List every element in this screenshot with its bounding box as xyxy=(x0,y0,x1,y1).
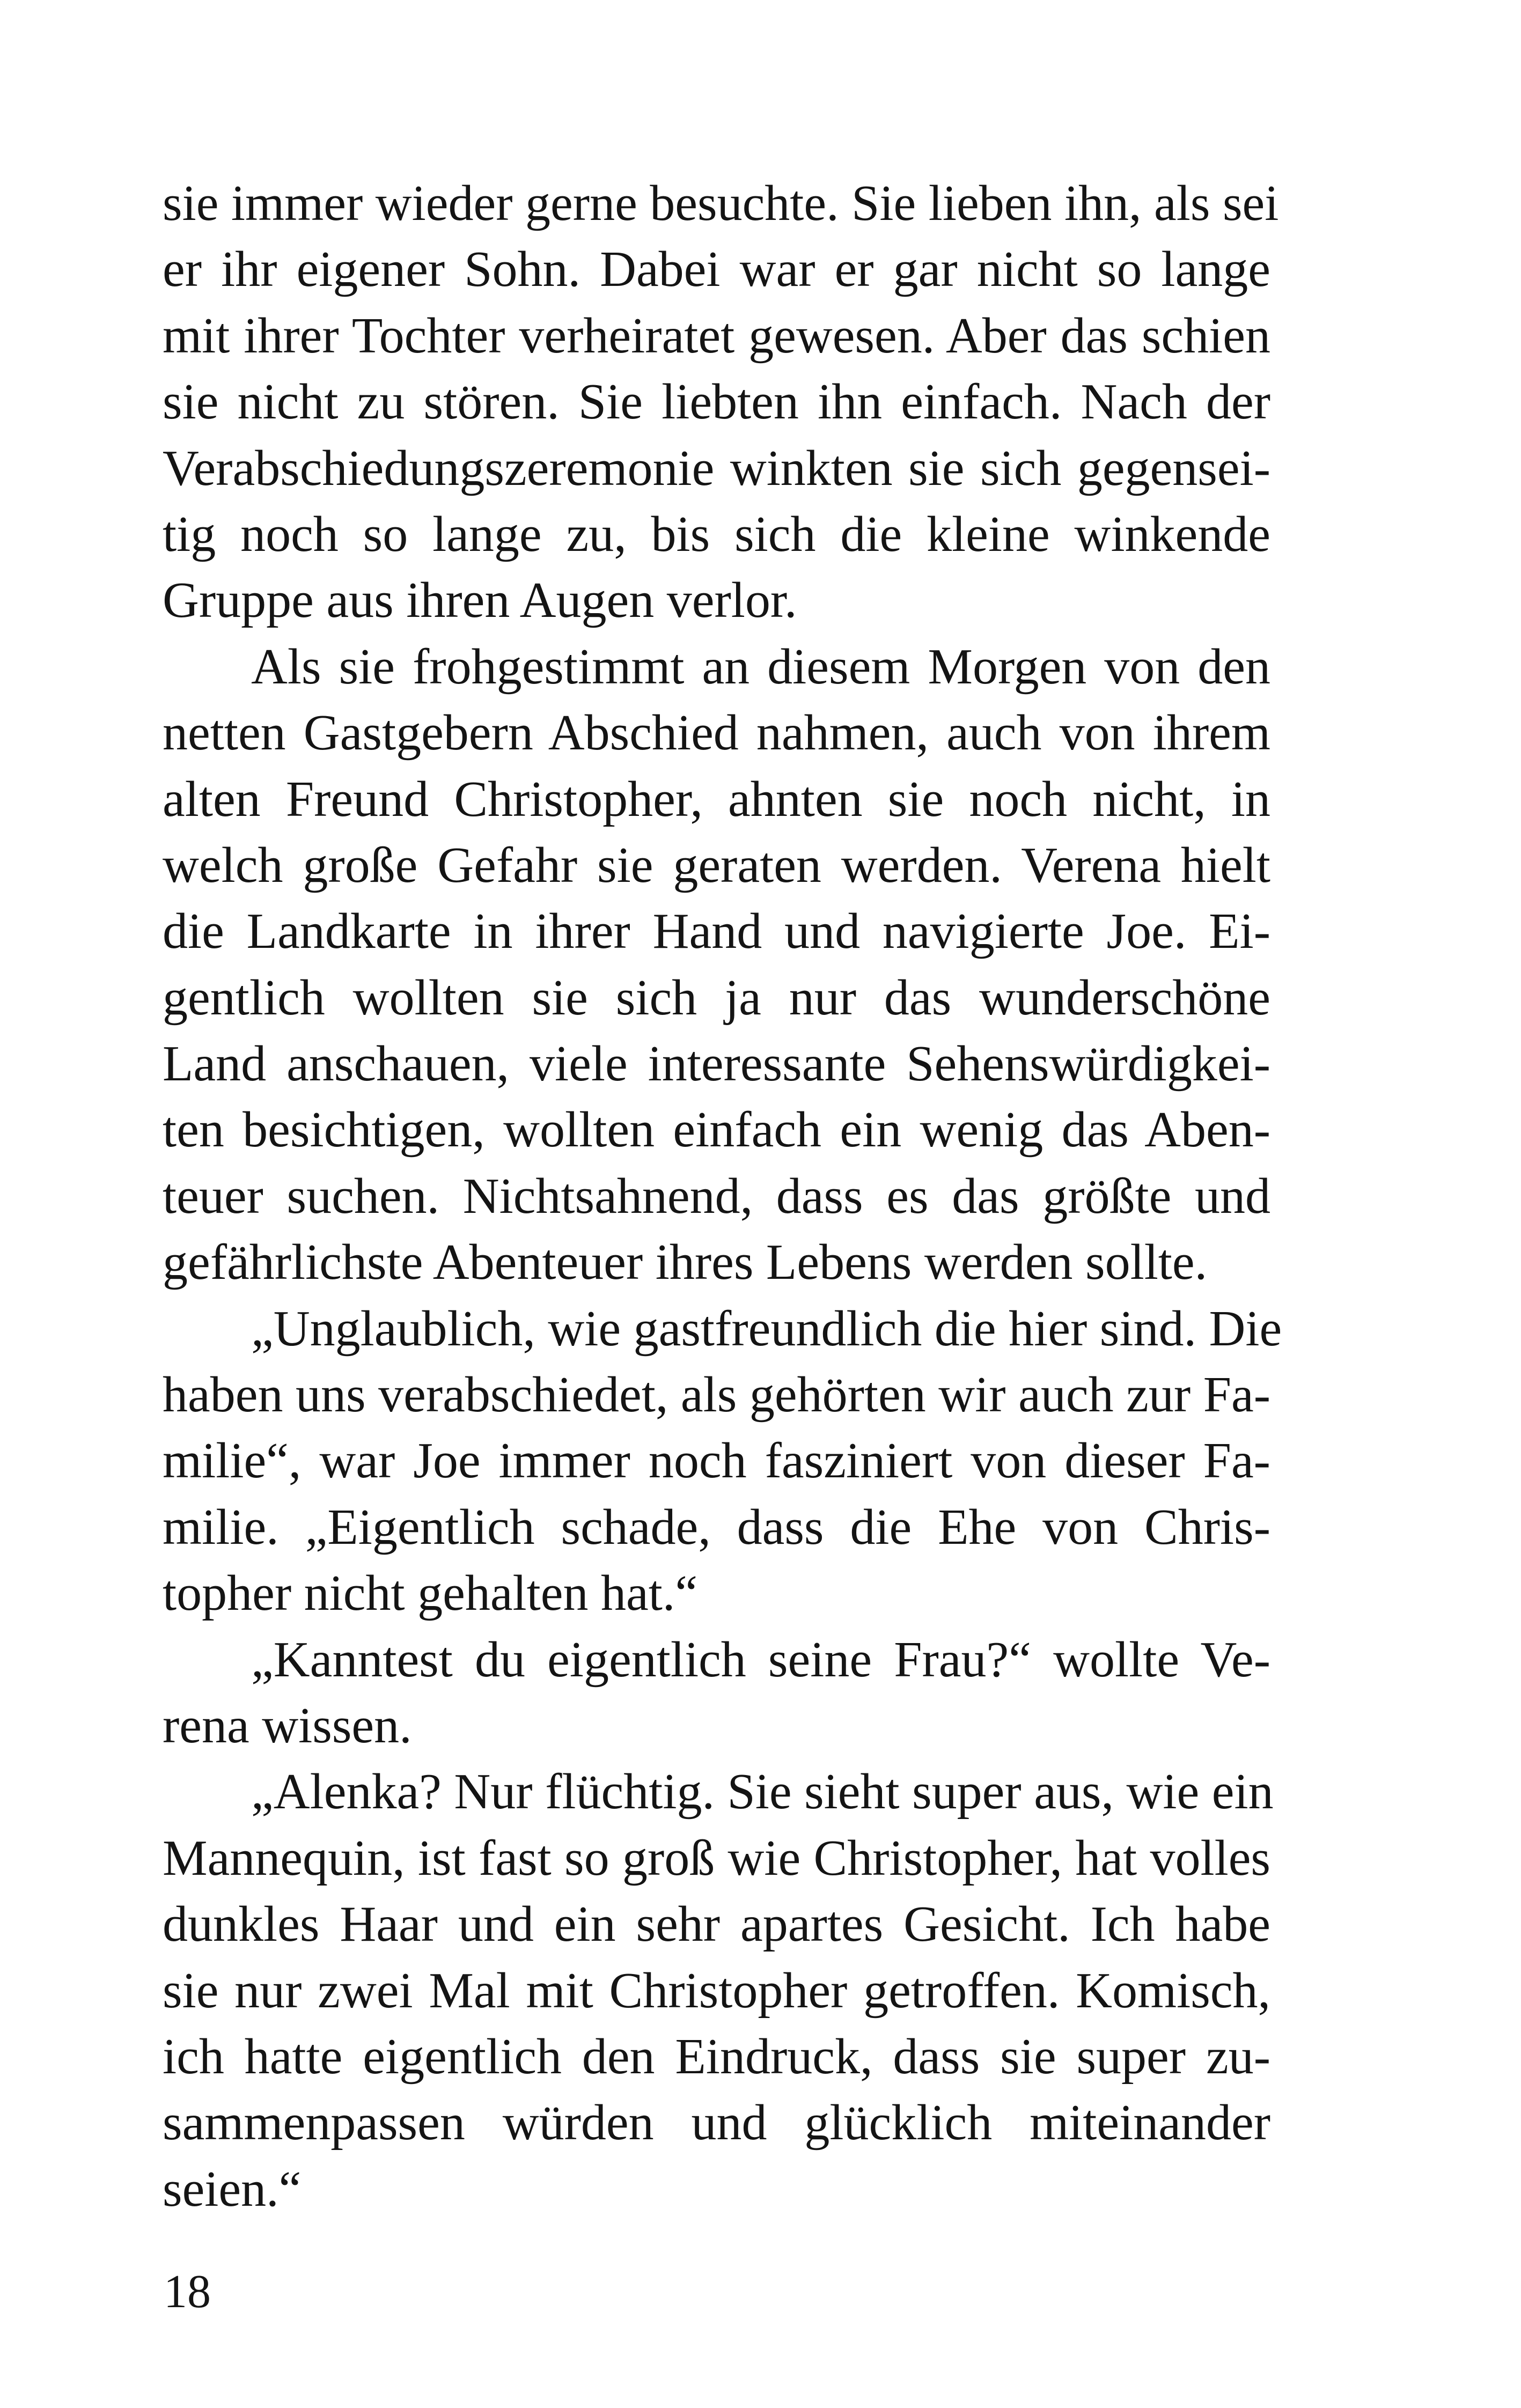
text-line: Verabschiedungszeremonie winkten sie sich gegensei- xyxy=(163,440,1270,496)
text-line: gentlich wollten sie sich ja nur das wunderschöne xyxy=(163,969,1270,1026)
text-line: sammenpassen würden und glücklich miteinander xyxy=(163,2095,1270,2151)
text-line: haben uns verabschiedet, als gehörten wir auch zur Fa- xyxy=(163,1367,1270,1423)
text-line: „Unglaublich, wie gastfreundlich die hier sind. Die xyxy=(251,1300,1282,1357)
text-line: rena wissen. xyxy=(163,1697,412,1754)
paragraph xyxy=(163,1296,1282,1627)
paragraph xyxy=(163,634,1270,1296)
text-line: tig noch so lange zu, bis sich die kleine winkende xyxy=(163,506,1270,562)
text-line: teuer suchen. Nichtsahnend, dass es das größte und xyxy=(163,1168,1270,1224)
text-line: seien.“ xyxy=(163,2161,302,2217)
text-line: er ihr eigener Sohn. Dabei war er gar nicht so lange xyxy=(163,241,1270,298)
text-line: gefährlichste Abenteuer ihres Lebens werden sollte. xyxy=(163,1234,1208,1291)
text-line: netten Gastgebern Abschied nahmen, auch von ihrem xyxy=(163,705,1270,761)
text-line: Land anschauen, viele interessante Sehenswürdigkei- xyxy=(163,1036,1270,1092)
text-line: „Alenka? Nur flüchtig. Sie sieht super aus, wie ein xyxy=(251,1764,1274,1820)
text-line: die Landkarte in ihrer Hand und navigierte Joe. Ei- xyxy=(163,903,1270,960)
text-line: „Kanntest du eigentlich seine Frau?“ wollte Ve- xyxy=(251,1631,1270,1688)
paragraph xyxy=(163,171,1279,634)
text-line: ich hatte eigentlich den Eindruck, dass sie super zu- xyxy=(163,2028,1270,2085)
text-line: ten besichtigen, wollten einfach ein wenig das Aben- xyxy=(163,1102,1270,1158)
text-line: Gruppe aus ihren Augen verlor. xyxy=(163,572,797,629)
text-line: welch große Gefahr sie geraten werden. Verena hielt xyxy=(163,837,1270,893)
page-number: 18 xyxy=(164,2266,211,2318)
text-line: Mannequin, ist fast so groß wie Christopher, hat volles xyxy=(163,1830,1270,1886)
text-line: sie immer wieder gerne besuchte. Sie lieben ihn, als sei xyxy=(163,175,1279,231)
paragraph xyxy=(163,1759,1274,2222)
text-line: Als sie frohgestimmt an diesem Morgen von den xyxy=(251,638,1270,695)
text-line: sie nur zwei Mal mit Christopher getroffen. Komisch, xyxy=(163,1962,1270,2019)
body-text xyxy=(163,171,1282,2222)
text-line: mit ihrer Tochter verheiratet gewesen. Aber das schien xyxy=(163,307,1270,364)
text-line: alten Freund Christopher, ahnten sie noch nicht, in xyxy=(163,771,1270,827)
text-line: dunkles Haar und ein sehr apartes Gesicht. Ich habe xyxy=(163,1896,1270,1953)
paragraph xyxy=(163,1627,1270,1759)
text-line: milie“, war Joe immer noch fasziniert von dieser Fa- xyxy=(163,1433,1270,1489)
text-line: topher nicht gehalten hat.“ xyxy=(163,1565,698,1622)
text-line: sie nicht zu stören. Sie liebten ihn einfach. Nach der xyxy=(163,374,1270,430)
text-line: milie. „Eigentlich schade, dass die Ehe von Chris- xyxy=(163,1499,1270,1555)
